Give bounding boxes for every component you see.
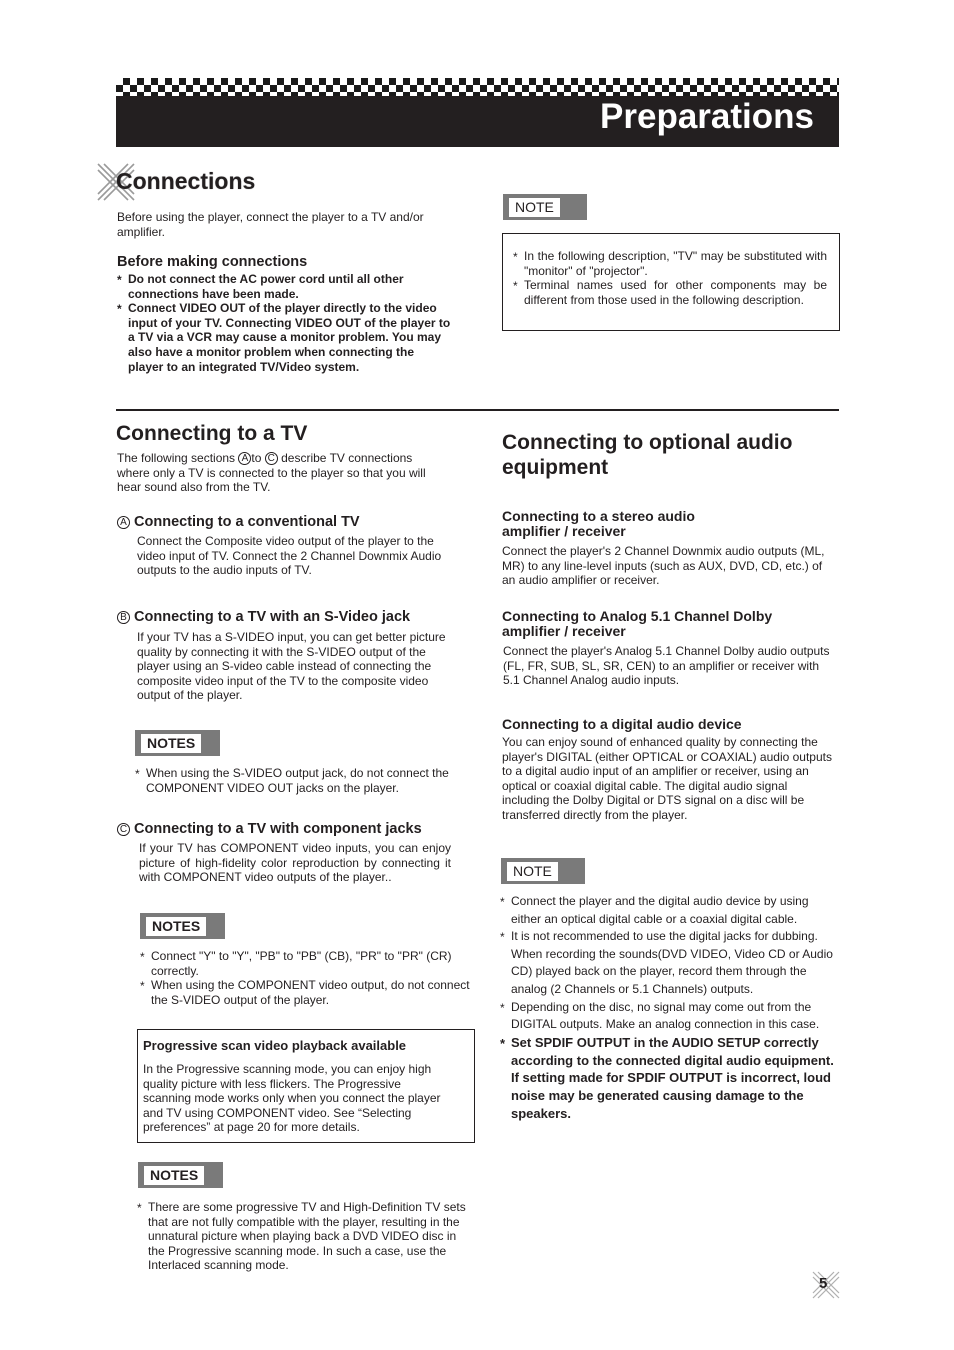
note-item-warning: * Set SPDIF OUTPUT in the AUDIO SETUP correctly according to the connected digital audio equipment. If setting made for SPDIF OUTPUT is incorrect, loud noise may be generated causing damage to the speakers. xyxy=(500,1034,834,1121)
checker-strip xyxy=(116,78,839,96)
tv-b-heading: B Connecting to a TV with an S-Video jack xyxy=(117,609,410,625)
tv-c-body: If your TV has COMPONENT video inputs, you can enjoy picture of high-fidelity color reproduction by connecting it with COMPONENT video outputs of the player.. xyxy=(139,841,451,885)
note-item: * Connect the player and the digital audio device by using either an optical digital cable or a coaxial digital cable. xyxy=(500,894,809,926)
audio-note-list xyxy=(500,893,840,1123)
note-item: * In the following description, "TV" may be substituted with "monitor" of "projector". xyxy=(513,249,827,278)
analog-body: Connect the player's Analog 5.1 Channel Dolby audio outputs (FL, FR, SUB, SL, SR, CEN) to an amplifier or receiver with 5.1 Channel Analog audio inputs. xyxy=(503,644,830,688)
analog-heading: Connecting to Analog 5.1 Channel Dolby amplifier / receiver xyxy=(502,608,773,639)
stereo-body: Connect the player's 2 Channel Downmix audio outputs (ML, MR) to any line-level inputs (such as AUX, DVD, CD, etc.) of an audio amplifier or receiver. xyxy=(502,544,825,588)
progressive-body: In the Progressive scanning mode, you can enjoy high quality picture with less flickers. The Progressive scanning mode works only when you connect the player and TV using COMPONENT video. See “Selecting preferences” at page 20 for more details. xyxy=(143,1062,441,1135)
notes3-list xyxy=(137,1200,471,1273)
connections-intro: Before using the player, connect the player to a TV and/or amplifier. xyxy=(117,210,424,239)
page-title: Preparations xyxy=(600,97,814,136)
circle-c-mark: C xyxy=(265,452,278,465)
audio-title: Connecting to optional audio equipment xyxy=(502,431,793,479)
notes-tag: NOTES xyxy=(138,1162,223,1188)
progressive-title: Progressive scan video playback available xyxy=(143,1038,407,1053)
stereo-heading: Connecting to a stereo audio amplifier / receiver xyxy=(502,508,695,539)
digital-body: You can enjoy sound of enhanced quality by connecting the player's DIGITAL (either OPTICAL or COAXIAL) audio outputs to a digital audio input of an amplifier or receiver, using an optical or coaxial digital cable. The digital audio signal including the Dolby Digital or DTS signal on a disc will be transferred directly from the player. xyxy=(502,735,832,822)
before-heading: Before making connections xyxy=(117,254,308,270)
top-note-list xyxy=(513,249,827,307)
tv-intro: The following sections A to C describe TV connections where only a TV is connected to the player so that you will hear sound also from the TV. xyxy=(117,451,426,495)
before-item: * Connect VIDEO OUT of the player directly to the video input of your TV. Connecting VIDEO OUT of the player to a TV via a VCR may cause a monitor problem. You may also have a monitor problem when connecting the player to an integrated TV/Video system. xyxy=(117,301,451,374)
note-item: * Terminal names used for other components may be different from those used in the following description. xyxy=(513,278,827,307)
note-tag: NOTE xyxy=(503,194,587,220)
tv-c-heading: C Connecting to a TV with component jacks xyxy=(117,821,422,837)
digital-heading: Connecting to a digital audio device xyxy=(502,716,742,732)
notes2-list xyxy=(140,949,480,1007)
page-number: 5 xyxy=(819,1275,828,1292)
before-list xyxy=(117,272,452,374)
notes-item: * When using the S-VIDEO output jack, do not connect the COMPONENT VIDEO OUT jacks on the player. xyxy=(135,766,449,795)
notes-tag: NOTES xyxy=(135,730,220,756)
circle-b-mark: B xyxy=(117,611,130,624)
note-item: * Depending on the disc, no signal may come out from the DIGITAL outputs. Make an analog connection in this case. xyxy=(500,999,820,1032)
header-banner xyxy=(116,78,839,147)
notes-tag: NOTES xyxy=(140,913,225,939)
tv-title: Connecting to a TV xyxy=(116,422,308,445)
tv-b-body: If your TV has a S-VIDEO input, you can get better picture quality by connecting it with the S-VIDEO output of the player using an S-video cable instead of connecting the composite video input of the TV to the composite video output of the player. xyxy=(137,630,446,703)
notes-item: * When using the COMPONENT video output, do not connect the S-VIDEO output of the player. xyxy=(140,978,470,1007)
section-title-connections: Connections xyxy=(116,168,256,194)
tv-a-heading: A Connecting to a conventional TV xyxy=(117,514,360,530)
tv-a-body: Connect the Composite video output of the player to the video input of TV. Connect the 2 Channel Downmix Audio outputs to the audio inputs of TV. xyxy=(137,534,442,578)
section-divider xyxy=(116,409,839,411)
notes1-list xyxy=(135,766,460,795)
circle-a-mark: A xyxy=(238,452,251,465)
circle-a-mark: A xyxy=(117,516,130,529)
circle-c-mark: C xyxy=(117,823,130,836)
notes-item: * There are some progressive TV and High-Definition TV sets that are not fully compatible with the player, resulting in the unnatural picture when playing back a DVD VIDEO disc in the Progressive scanning mode. In such a case, use the Interlaced scanning mode. xyxy=(137,1200,466,1273)
notes-item: * Connect "Y" to "Y", "PB" to "PB" (CB), "PR" to "PR" (CR) correctly. xyxy=(140,949,452,978)
note-tag: NOTE xyxy=(501,858,585,884)
note-item: * It is not recommended to use the digital jacks for dubbing. When recording the sounds(DVD VIDEO, Video CD or Audio CD) played back on the player, record them through the analog (2 Channels or 5.1 Channels) outputs. xyxy=(500,929,833,996)
before-item: * Do not connect the AC power cord until all other connections have been made. xyxy=(117,272,404,301)
